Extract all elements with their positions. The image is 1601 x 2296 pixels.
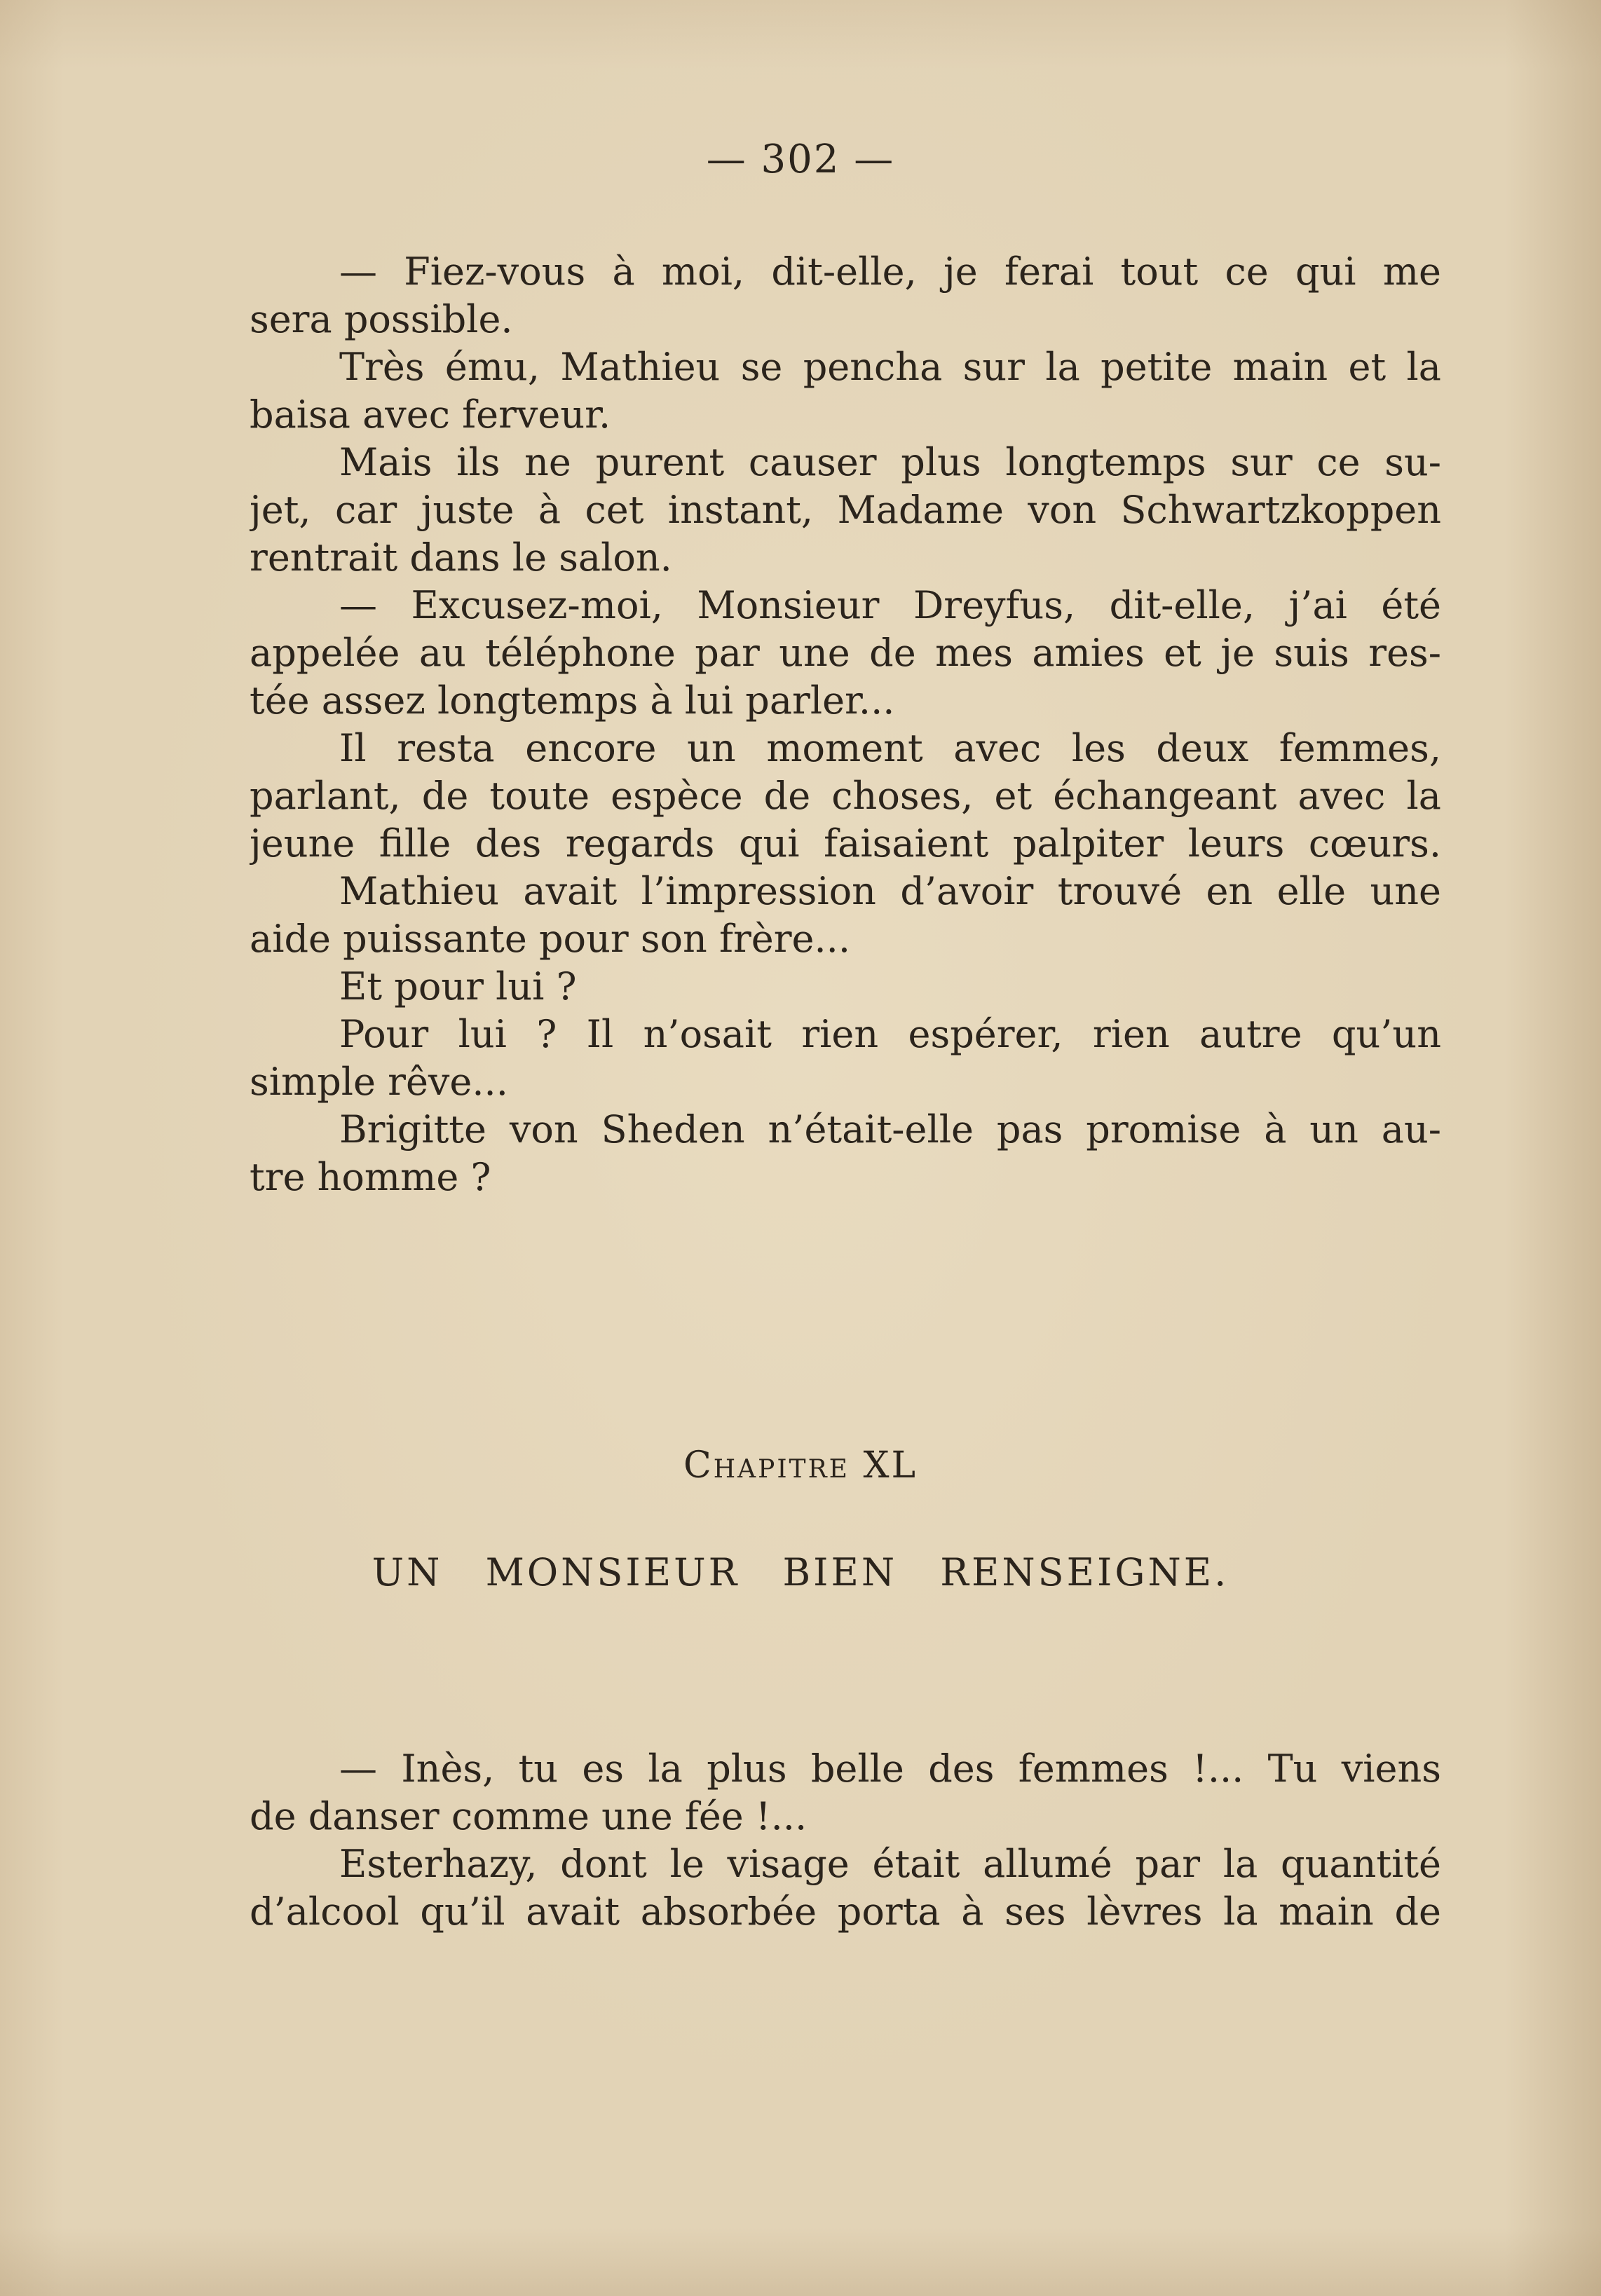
text-line: d’alcool qu’il avait absorbée porta à ses lèvres la main de [250, 1890, 1441, 1934]
top-paragraphs [250, 248, 1441, 1201]
text-line: Esterhazy, dont le visage était allumé par la quantité [339, 1842, 1441, 1886]
text-line: Et pour lui ? [339, 964, 577, 1009]
text-line: rentrait dans le salon. [250, 535, 672, 580]
text-line: — Inès, tu es la plus belle des femmes !... Tu viens [339, 1747, 1441, 1791]
chapter-label: Chapitre XL [683, 1444, 918, 1487]
text-line: Mathieu avait l’impression d’avoir trouvé en elle une [339, 869, 1441, 913]
text-line: baisa avec ferveur. [250, 392, 611, 437]
text-line: Mais ils ne purent causer plus longtemps sur ce su- [339, 440, 1441, 484]
text-line: de danser comme une fée !... [250, 1794, 808, 1838]
text-line: — Excusez-moi, Monsieur Dreyfus, dit-elle, j’ai été [339, 583, 1441, 627]
text-line: aide puissante pour son frère... [250, 917, 851, 961]
text-line: tée assez longtemps à lui parler... [250, 678, 895, 723]
bottom-paragraphs [250, 1745, 1441, 1936]
page-number: — 302 — [706, 137, 895, 182]
text-line: sera possible. [250, 297, 513, 341]
text-line: simple rêve... [250, 1060, 508, 1104]
text-line: Il resta encore un moment avec les deux femmes, [339, 726, 1441, 770]
text-line: Pour lui ? Il n’osait rien espérer, rien autre qu’un [339, 1012, 1441, 1056]
text-line: — Fiez-vous à moi, dit-elle, je ferai tout ce qui me [339, 250, 1441, 294]
text-line: parlant, de toute espèce de choses, et échangeant avec la [250, 774, 1441, 818]
text-line: jeune fille des regards qui faisaient palpiter leurs cœurs. [250, 821, 1441, 866]
text-line: Très ému, Mathieu se pencha sur la petite main et la [339, 345, 1441, 389]
text-line: appelée au téléphone par une de mes amies et je suis res- [250, 631, 1441, 675]
text-line: Brigitte von Sheden n’était-elle pas promise à un au- [339, 1107, 1441, 1152]
chapter-title: UN MONSIEUR BIEN RENSEIGNE. [372, 1550, 1229, 1594]
text-line: tre homme ? [250, 1155, 491, 1199]
text-line: jet, car juste à cet instant, Madame von Schwartzkoppen [250, 488, 1441, 532]
